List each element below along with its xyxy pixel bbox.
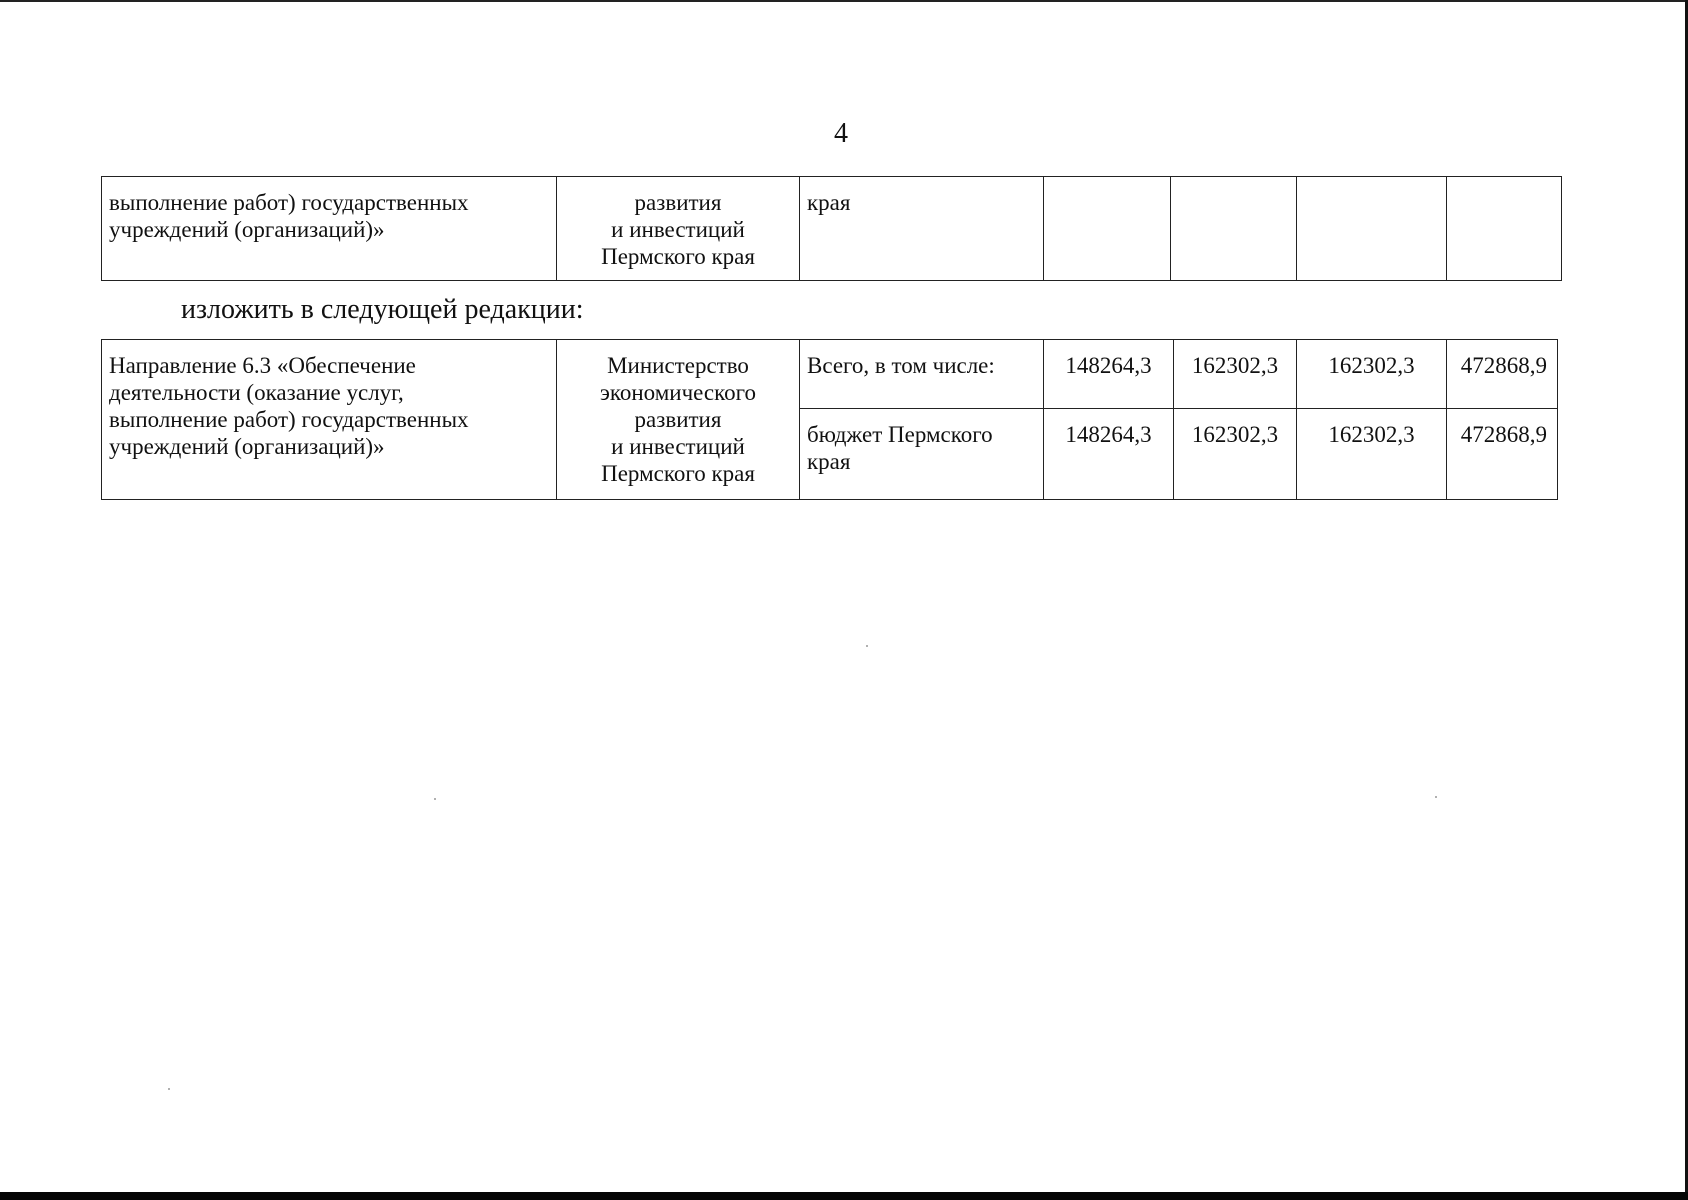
- value-cell: 162302,3: [1174, 409, 1297, 500]
- fragment-executor-line: Пермского края: [601, 244, 755, 269]
- table-row: [102, 340, 1558, 409]
- description-line: учреждений (организаций)»: [109, 434, 385, 459]
- total-value-cell: 472868,9: [1447, 409, 1558, 500]
- fragment-empty-cell: [1044, 177, 1171, 281]
- executor-line: и инвестиций: [611, 434, 745, 459]
- scan-speck: [1435, 796, 1437, 798]
- executor-line: Министерство: [607, 353, 749, 378]
- description-line: Направление 6.3 «Обеспечение: [109, 353, 416, 378]
- total-value-cell: 472868,9: [1447, 340, 1558, 409]
- executor-line: экономического: [599, 380, 757, 405]
- funding-source-cell: [800, 409, 1044, 500]
- value-cell: 162302,3: [1174, 340, 1297, 409]
- funding-source-line: Всего, в том числе:: [807, 353, 995, 378]
- scan-speck: [866, 645, 868, 647]
- description-line: выполнение работ) государственных: [109, 407, 469, 432]
- fragment-source-cell: [800, 177, 1044, 281]
- funding-source-line: края: [807, 449, 851, 474]
- executor-line: развития: [634, 407, 722, 432]
- funding-source-cell: [800, 340, 1044, 409]
- fragment-empty-cell: [1171, 177, 1297, 281]
- page-number: 4: [834, 118, 848, 149]
- fragment-empty-cell: [1447, 177, 1562, 281]
- fragment-source-text: края: [807, 190, 851, 215]
- value-cell: 162302,3: [1297, 340, 1447, 409]
- funding-source-line: бюджет Пермского: [807, 422, 993, 447]
- fragment-executor-line: и инвестиций: [611, 217, 745, 242]
- scan-speck: [434, 798, 436, 800]
- value-cell: 148264,3: [1044, 409, 1174, 500]
- fragment-description-cell: [102, 177, 557, 281]
- instruction-text: изложить в следующей редакции:: [181, 294, 584, 325]
- executor-cell: [557, 340, 800, 500]
- scan-edge-top: [0, 0, 1688, 2]
- fragment-executor-cell: [557, 177, 800, 281]
- previous-table-fragment: [101, 176, 1562, 281]
- fragment-description-line: выполнение работ) государственных: [109, 190, 469, 215]
- value-cell: 148264,3: [1044, 340, 1174, 409]
- fragment-empty-cell: [1297, 177, 1447, 281]
- fragment-executor-line: развития: [634, 190, 722, 215]
- scan-speck: [168, 1088, 170, 1090]
- fragment-description-line: учреждений (организаций)»: [109, 217, 385, 242]
- value-cell: 162302,3: [1297, 409, 1447, 500]
- description-line: деятельности (оказание услуг,: [109, 380, 404, 405]
- direction-description-cell: [102, 340, 557, 500]
- executor-line: Пермского края: [601, 461, 755, 486]
- new-edition-table: [101, 339, 1558, 500]
- scan-edge-bottom: [0, 1192, 1688, 1200]
